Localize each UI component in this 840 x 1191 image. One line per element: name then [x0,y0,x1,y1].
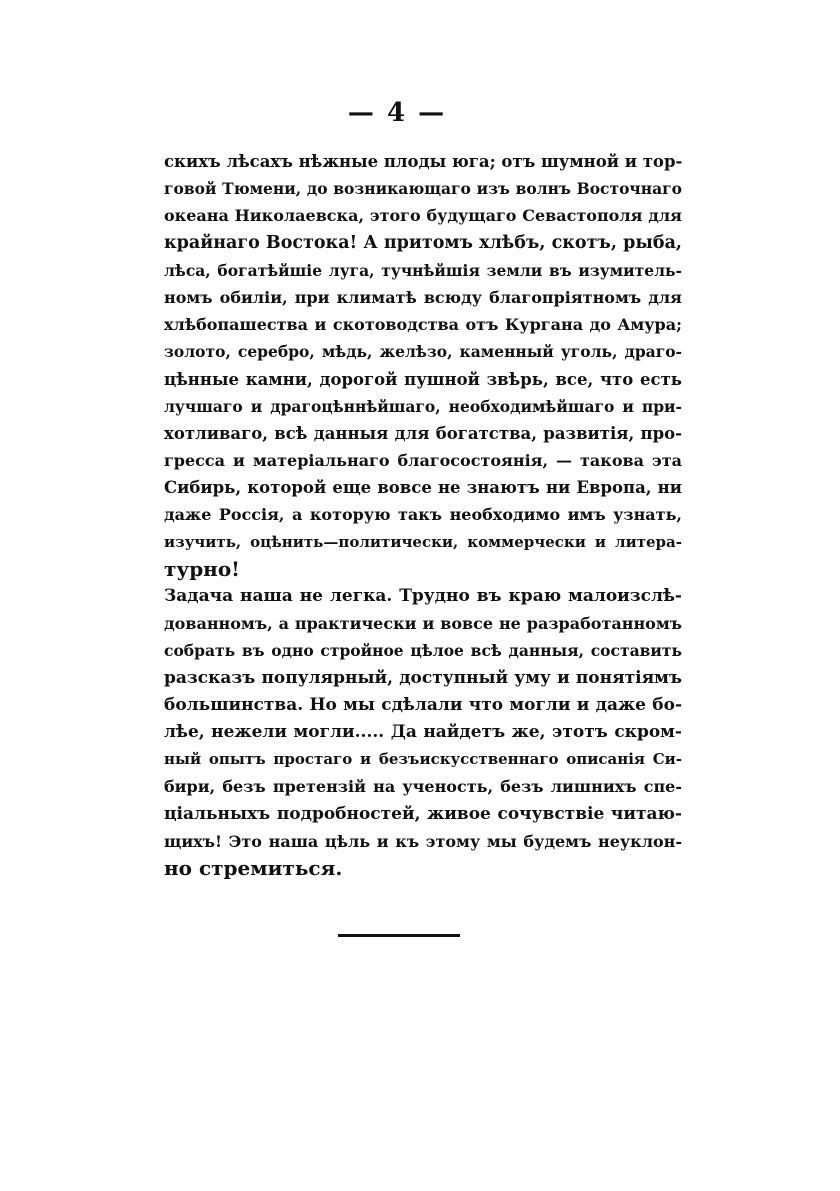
text-line: изучить, оцѣнить—политически, коммерчески и литера- [164,532,682,551]
text-line: золото, серебро, мѣдь, желѣзо, каменный уголь, драго- [164,342,682,362]
text-line: лѣе, нежели могли..... Да найдетъ же, этотъ скром- [164,721,682,742]
text-line: большинства. Но мы сдѣлали что могли и даже бо- [164,694,682,715]
paragraph-2 [164,583,682,882]
text-line: цѣнные камни, дорогой пушной звѣрь, все, что есть [164,369,682,389]
text-line: ціальныхъ подробностей, живое сочувствіе читаю- [164,803,682,824]
text-line: говой Тюмени, до возникающаго изъ волнъ Восточнаго [164,179,682,199]
page-number: — 4 — [347,98,447,128]
text-line: океана Николаевска, этого будущаго Севастополя для [164,206,682,226]
text-line: дованномъ, а практически и вовсе не разработанномъ [164,614,682,634]
text-line: хлѣбопашества и скотоводства отъ Кургана до Амура; [164,315,682,335]
text-line: Сибирь, которой еще вовсе не знаютъ ни Европа, ни [164,478,682,498]
text-line: но стремиться. [164,855,343,880]
text-line: Задача наша не легка. Трудно въ краю малоизслѣ- [164,586,682,606]
text-line: ный опытъ простаго и безъискусственнаго описанія Си- [164,750,682,769]
text-line: разсказъ популярный, доступный уму и понятіямъ [164,667,682,688]
text-line: лѣса, богатѣйшіе луга, тучнѣйшія земли въ изумитель- [164,260,682,280]
text-line: собрать въ одно стройное цѣлое всѣ данныя, составить [164,641,682,661]
text-line: лучшаго и драгоцѣннѣйшаго, необходимѣйшаго и при- [164,396,682,416]
text-line: даже Россія, а которую такъ необходимо имъ узнать, [164,505,682,525]
text-line: гресса и матеріальнаго благосостоянія, — такова эта [164,451,682,471]
text-line: хотливаго, всѣ данныя для богатства, развитія, про- [164,423,682,443]
text-line: бири, безъ претензій на ученость, безъ лишнихъ спе- [164,777,682,797]
end-rule [338,934,460,937]
text-line: щихъ! Это наша цѣль и къ этому мы будемъ неуклон- [164,831,682,851]
paragraph-1 [164,148,682,583]
body-text [164,148,682,882]
text-line: скихъ лѣсахъ нѣжные плоды юга; отъ шумной и тор- [164,152,683,171]
text-line: номъ обиліи, при климатѣ всюду благопріятномъ для [164,287,682,307]
text-line: турно! [164,556,240,581]
text-line: крайнаго Востока! А притомъ хлѣбъ, скотъ, рыба, [164,232,682,253]
